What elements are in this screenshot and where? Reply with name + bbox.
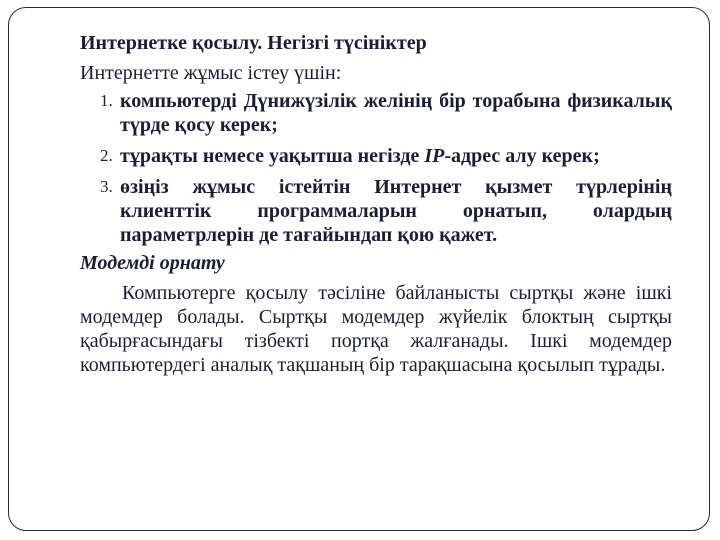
list-item-text: компьютерді Дүнижүзілік желінің бір торабына физикалық түрде қосу керек; <box>120 90 672 136</box>
section-subtitle: Модемді орнату <box>80 252 225 274</box>
requirements-list <box>80 89 672 247</box>
list-item-number: 3. <box>100 177 113 196</box>
list-item-number: 2. <box>100 146 113 165</box>
slide-content <box>80 31 672 377</box>
list-item-text: тұрақты немесе уақытша негізде IP-адрес алу керек; <box>120 145 600 167</box>
intro-text: Интернетте жұмыс істеу үшін: <box>80 62 342 84</box>
list-item <box>80 144 672 168</box>
list-item-text: өзіңіз жұмыс істейтін Интернет қызмет түрлерінің клиенттік программаларын орнатып, олардың параметрлерін де тағайындап қою қажет. <box>120 176 672 246</box>
body-paragraph: Компьютерге қосылу тәсіліне байланысты сыртқы және ішкі модемдер болады. Сыртқы модемдер жүйелік блоктың сыртқы қабырғасындағы тізбекті портқа жалғанады. Ішкі модемдер компьютердегі аналық тақшаның бір тарақшасына қосылып тұрады. <box>80 282 672 376</box>
list-item <box>80 89 672 137</box>
list-item-number: 1. <box>100 91 113 110</box>
list-item <box>80 175 672 247</box>
slide-title: Интернетке қосылу. Негізгі түсініктер <box>80 32 427 54</box>
